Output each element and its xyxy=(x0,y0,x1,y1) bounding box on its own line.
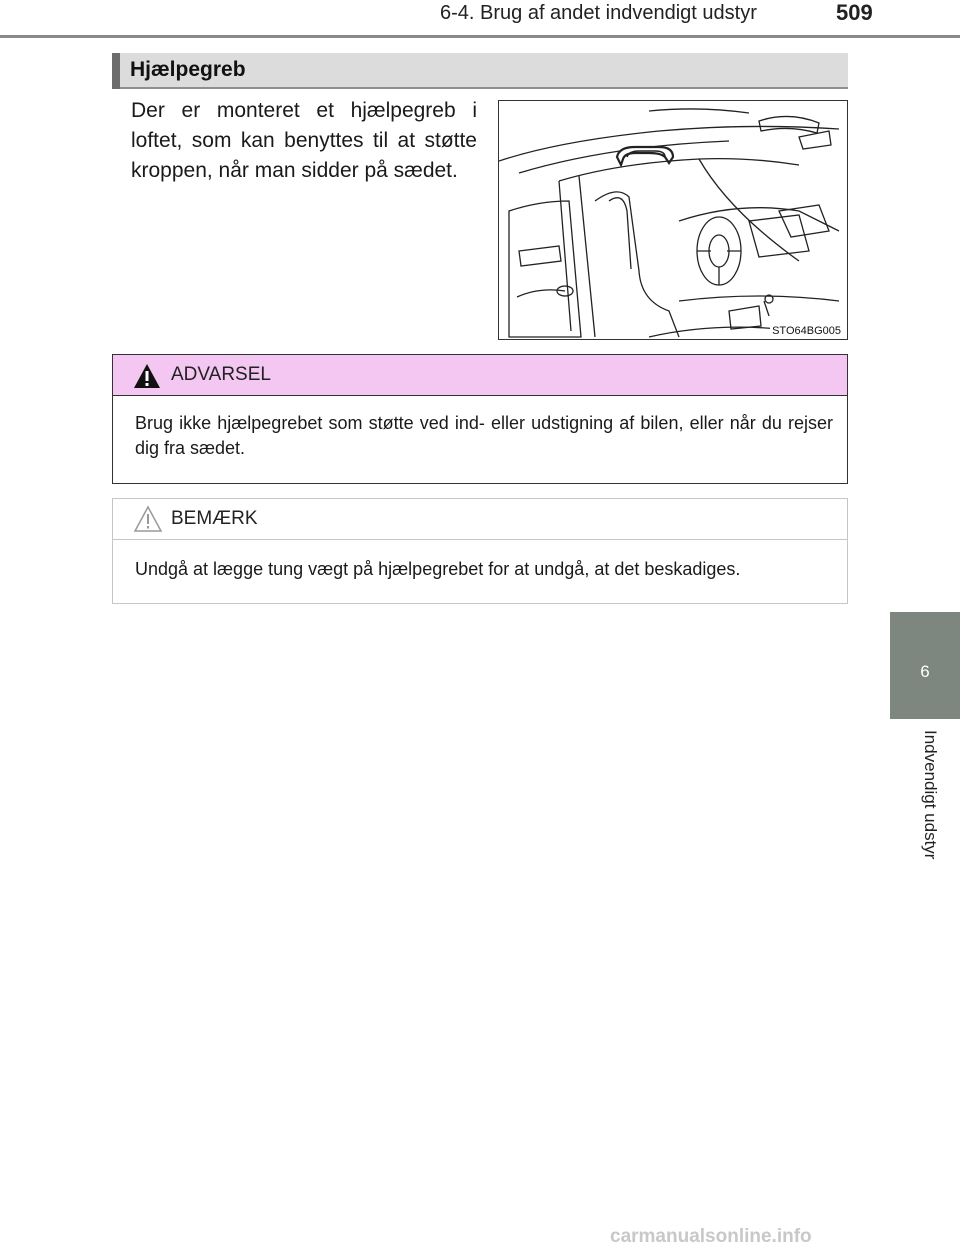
chapter-number: 6 xyxy=(920,662,930,681)
page-number: 509 xyxy=(836,0,873,25)
chapter-title: Indvendigt udstyr xyxy=(921,730,940,860)
header-divider xyxy=(0,35,960,38)
warning-box xyxy=(112,354,848,484)
watermark: carmanualsonline.info xyxy=(610,1226,812,1247)
notice-box xyxy=(112,498,848,604)
section-heading-text: Hjælpegreb xyxy=(130,58,246,81)
section-heading-bar xyxy=(112,53,120,89)
figure-code: STO64BG005 xyxy=(772,325,841,337)
notice-text: Undgå at lægge tung vægt på hjælpegrebet for at undgå, at det beskadiges. xyxy=(135,559,741,579)
warning-label: ADVARSEL xyxy=(171,364,271,385)
section-body-text: Der er monteret et hjælpegreb i loftet, som kan benyttes til at støtte kroppen, når man sidder på sædet. xyxy=(131,99,477,182)
car-interior-figure xyxy=(498,100,848,340)
warning-triangle-outline-icon xyxy=(133,505,163,533)
chapter-tab xyxy=(890,612,960,719)
section-heading xyxy=(112,53,848,89)
warning-header xyxy=(113,355,847,396)
notice-label: BEMÆRK xyxy=(171,508,258,529)
notice-header xyxy=(113,499,847,540)
warning-text: Brug ikke hjælpegrebet som støtte ved ind- eller udstigning af bilen, eller når du rejser dig fra sædet. xyxy=(135,413,833,458)
warning-triangle-filled-icon xyxy=(133,363,161,389)
car-interior-illustration xyxy=(499,101,847,339)
header-section-title: 6-4. Brug af andet indvendigt udstyr xyxy=(440,2,757,24)
